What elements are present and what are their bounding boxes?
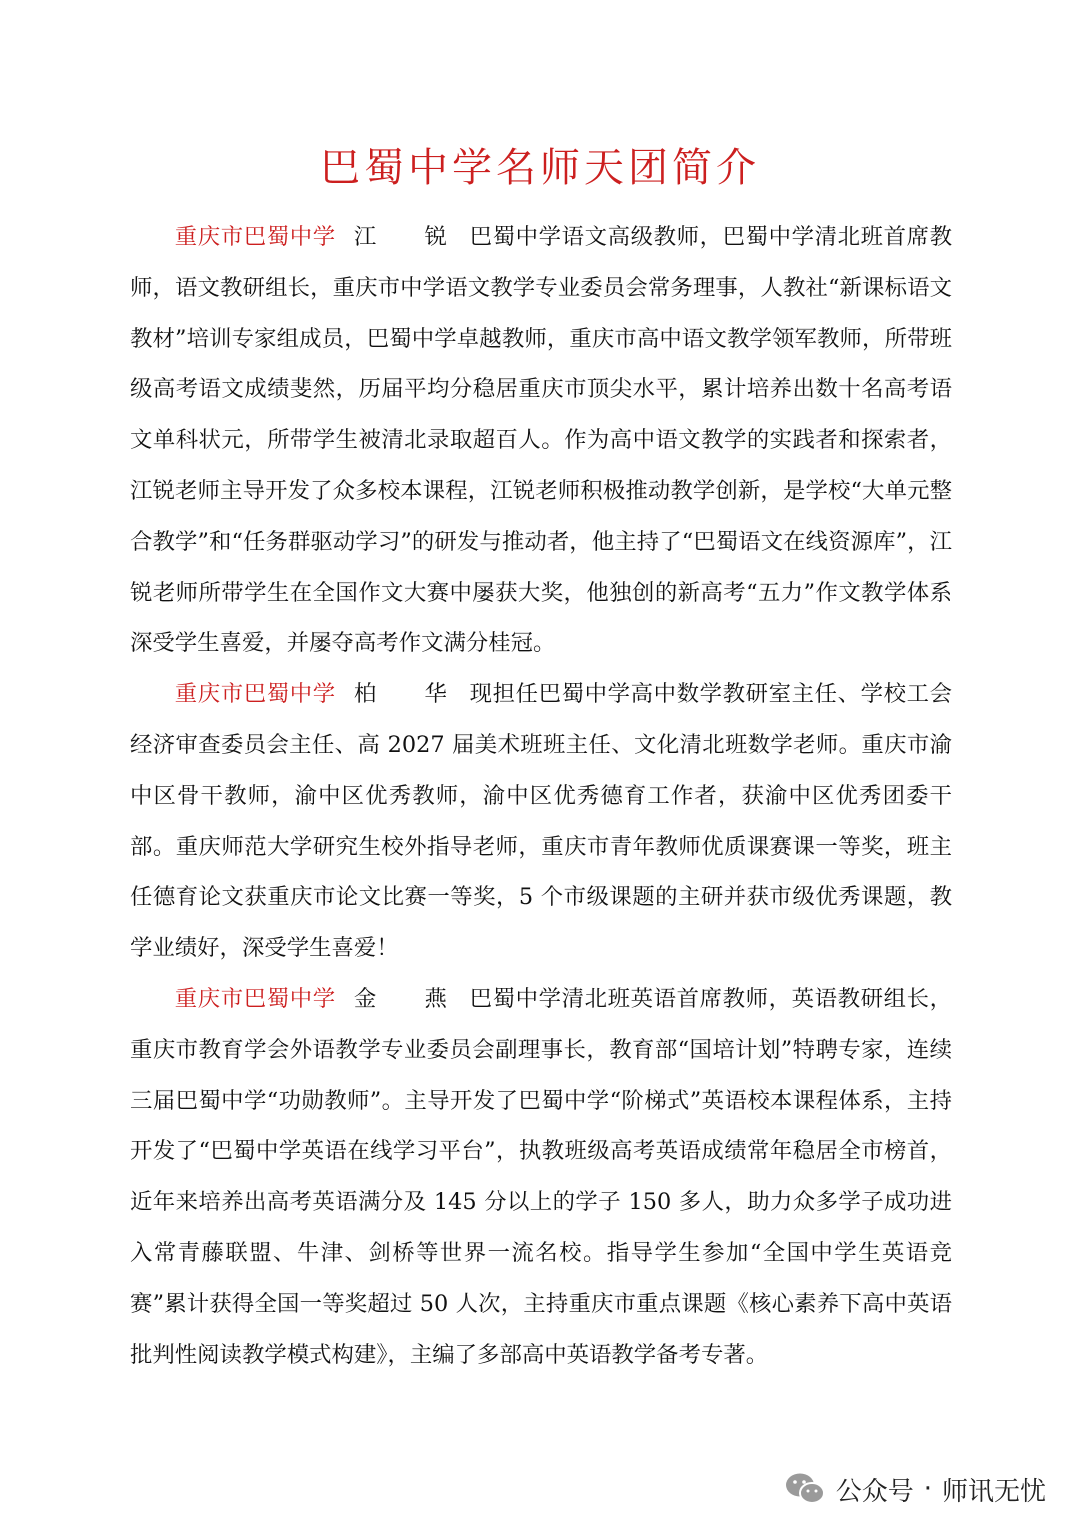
teacher-bio: 现担任巴蜀中学高中数学教研室主任、学校工会经济审查委员会主任、高 2027 届美术班班主任、文化清北班数学老师。重庆市渝中区骨干教师，渝中区优秀教师，渝中区优秀德育工作者，获渝中区优秀团委干部。重庆师范大学研究生校外指导老师，重庆市青年教师优质课赛课一等奖，班主任德育论文获重庆市论文比赛一等奖，5 个市级课题的主研并获市级优秀课题，教学业绩好，深受学生喜爱！ [130, 681, 953, 962]
teacher-school: 重庆市巴蜀中学 [174, 224, 336, 250]
teacher-list [130, 212, 952, 1380]
watermark-account: 师讯无忧 [941, 1476, 1046, 1507]
teacher-name: 江 锐 [353, 224, 468, 250]
watermark-label: 公众号 [835, 1476, 914, 1507]
teacher-entry [130, 974, 952, 1380]
teacher-bio: 巴蜀中学语文高级教师，巴蜀中学清北班首席教师，语文教研组长，重庆市中学语文教学专业委员会常务理事，人教社“新课标语文教材”培训专家组成员，巴蜀中学卓越教师，重庆市高中语文教学领军教师，所带班级高考语文成绩斐然，历届平均分稳居重庆市顶尖水平，累计培养出数十名高考语文单科状元，所带学生被清北录取超百人。作为高中语文教学的实践者和探索者，江锐老师主导开发了众多校本课程，江锐老师积极推动教学创新，是学校“大单元整合教学”和“任务群驱动学习”的研发与推动者，他主持了“巴蜀语文在线资源库”，江锐老师所带学生在全国作文大赛中屡获大奖，他独创的新高考“五力”作文教学体系深受学生喜爱，并屡夺高考作文满分桂冠。 [130, 224, 953, 657]
teacher-entry [130, 669, 952, 974]
page-title: 巴蜀中学名师天团简介 [320, 145, 760, 191]
wechat-icon [784, 1470, 828, 1508]
watermark-separator: · [923, 1474, 932, 1504]
teacher-bio: 巴蜀中学清北班英语首席教师，英语教研组长，重庆市教育学会外语教学专业委员会副理事长，教育部“国培计划”特聘专家，连续三届巴蜀中学“功勋教师”。主导开发了巴蜀中学“阶梯式”英语校本课程体系，主持开发了“巴蜀中学英语在线学习平台”，执教班级高考英语成绩常年稳居全市榜首，近年来培养出高考英语满分及 145 分以上的学子 150 多人，助力众多学子成功进入常青藤联盟、牛津、剑桥等世界一流名校。指导学生参加“全国中学生英语竞赛”累计获得全国一等奖超过 50 人次，主持重庆市重点课题《核心素养下高中英语批判性阅读教学模式构建》，主编了多部高中英语教学备考专著。 [130, 985, 953, 1368]
teacher-entry [130, 212, 952, 669]
wechat-watermark [784, 1467, 1046, 1511]
teacher-school: 重庆市巴蜀中学 [174, 985, 336, 1012]
teacher-school: 重庆市巴蜀中学 [174, 681, 336, 708]
teacher-name: 金 燕 [353, 985, 468, 1012]
teacher-name: 柏 华 [353, 681, 468, 708]
